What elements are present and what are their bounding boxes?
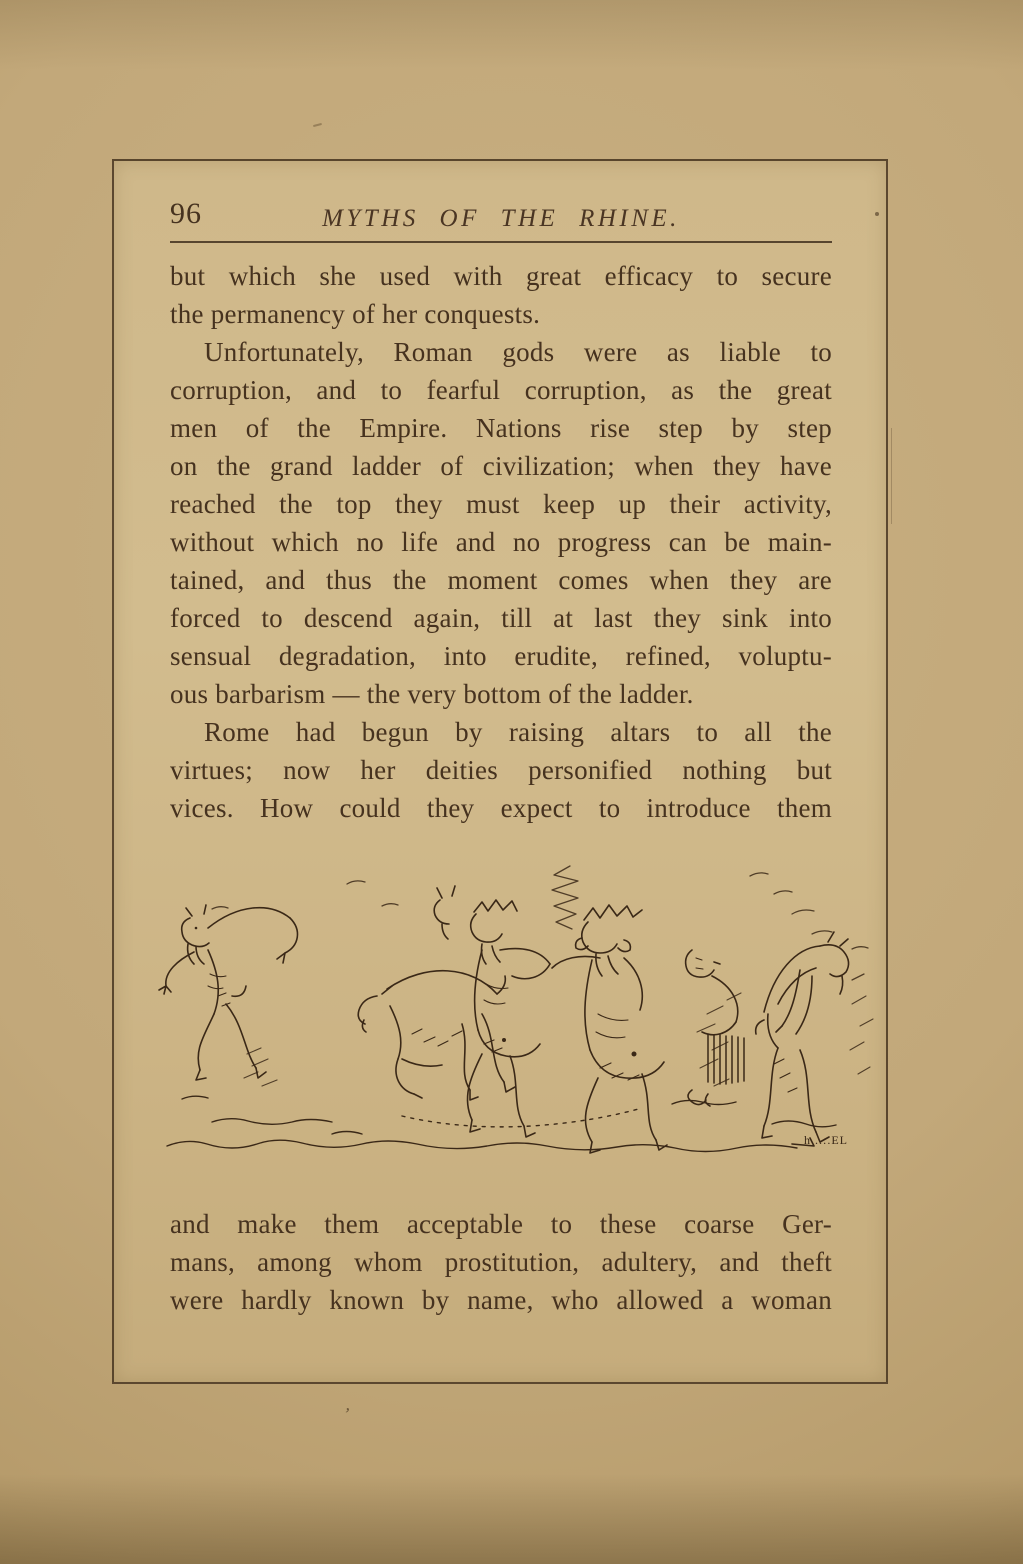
text-line: and make them acceptable to these coarse Ger- [170, 1209, 832, 1239]
text-line: Unfortunately, Roman gods were as liable to [204, 337, 832, 367]
engraver-signature: h ..:.EL [804, 1133, 848, 1147]
text-line: forced to descend again, till at last they sink into [170, 603, 832, 633]
satyrs-engraving [152, 854, 892, 1166]
body-text-upper [170, 257, 832, 827]
scan-artifact [891, 428, 892, 524]
text-line: vices. How could they expect to introduce them [170, 793, 832, 823]
text-line: sensual degradation, into erudite, refined, voluptu- [170, 641, 832, 671]
text-line: but which she used with great efficacy to secure [170, 261, 832, 291]
page-number: 96 [170, 197, 202, 230]
scan-artifact [875, 212, 879, 216]
text-line: men of the Empire. Nations rise step by step [170, 413, 832, 443]
text-line: corruption, and to fearful corruption, as the great [170, 375, 832, 405]
running-header: MYTHS OF THE RHINE. [322, 205, 680, 232]
text-line: Rome had begun by raising altars to all the [204, 717, 832, 747]
text-line: tained, and thus the moment comes when they are [170, 565, 832, 595]
text-line: virtues; now her deities personified nothing but [170, 755, 832, 785]
text-line: on the grand ladder of civilization; when they have [170, 451, 832, 481]
scan-vignette-bottom [0, 1474, 1023, 1564]
scan-vignette-top [0, 0, 1023, 70]
scan-artifact [313, 123, 322, 127]
scan-artifact: ’ [342, 1403, 352, 1425]
text-line: without which no life and no progress can be main- [170, 527, 832, 557]
text-line: mans, among whom prostitution, adultery, and theft [170, 1247, 832, 1277]
body-text-lower [170, 1205, 832, 1319]
text-line: the permanency of her conquests. [170, 299, 541, 329]
text-line: reached the top they must keep up their activity, [170, 489, 832, 519]
header-rule [170, 241, 832, 243]
page-border-frame [112, 159, 888, 1384]
text-line: were hardly known by name, who allowed a woman [170, 1285, 832, 1315]
text-line: ous barbarism — the very bottom of the ladder. [170, 679, 694, 709]
